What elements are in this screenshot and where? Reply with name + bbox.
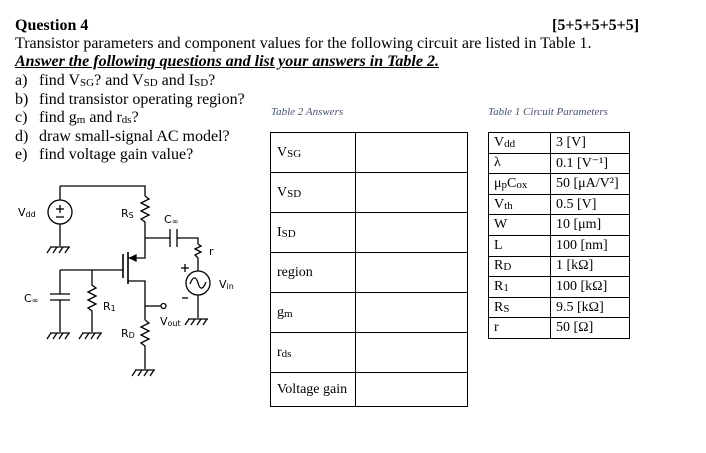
table-row (489, 153, 630, 174)
question-label: e) (15, 146, 28, 164)
pmos-transistor-icon (123, 252, 145, 320)
circuit-schematic (0, 170, 250, 380)
table-row (271, 133, 468, 173)
param-name: λ (489, 153, 551, 174)
question-text: find $V_{SG}$? and $V_{SD}$ and $I_{SD}$? (39, 72, 216, 89)
row-label: $I_{SD}$ (271, 213, 356, 253)
question-label: a) (15, 72, 28, 89)
vdd-label: Vdd (18, 206, 36, 219)
row-label: region (271, 253, 356, 293)
question-label: b) (15, 90, 29, 108)
table-row (489, 194, 630, 215)
param-name: r (489, 318, 551, 339)
table-row (271, 293, 468, 333)
param-value: 3 [V] (551, 133, 630, 154)
ground-icon (185, 319, 208, 325)
coupling-capacitor-icon (170, 229, 177, 247)
param-name: L (489, 235, 551, 256)
table-row (489, 235, 630, 256)
ground-icon (79, 333, 102, 339)
row-label: $r_{ds}$ (271, 333, 356, 373)
rs-resistor-icon (130, 196, 149, 258)
param-value: 1 [kΩ] (551, 256, 630, 277)
row-label: $g_m$ (271, 293, 356, 333)
answer-cell[interactable] (356, 293, 468, 333)
param-value: 50 [Ω] (551, 318, 630, 339)
table-row (271, 253, 468, 293)
table-row (489, 297, 630, 318)
question-text: draw small-signal AC model? (39, 127, 230, 145)
answers-table (270, 132, 468, 407)
answer-cell[interactable] (356, 133, 468, 173)
question-list (15, 72, 245, 165)
param-name: $R_D$ (489, 256, 551, 277)
param-value: 100 [nm] (551, 235, 630, 256)
question-text: find $g_m$ and $r_{ds}$? (39, 109, 139, 127)
vin-label: Vin (219, 278, 234, 291)
vout-label: Vout (160, 315, 181, 328)
c-top-label: C∞ (164, 213, 179, 226)
table-row (489, 133, 630, 154)
answer-cell[interactable] (356, 173, 468, 213)
row-label: $V_{SD}$ (271, 173, 356, 213)
c-left-label: C∞ (24, 292, 39, 305)
param-name: $R_1$ (489, 277, 551, 298)
r1-resistor-icon (88, 270, 96, 332)
ground-icon (47, 247, 70, 253)
question-title: Question 4 (15, 17, 89, 34)
table-row (271, 333, 468, 373)
question-intro: Transistor parameters and component values for the following circuit are listed in Table 1. (15, 35, 592, 52)
parameters-table (488, 132, 630, 339)
table-row (489, 277, 630, 298)
rd-resistor-icon (141, 320, 149, 369)
param-value: 50 [μA/V²] (551, 174, 630, 195)
question-instruction: Answer the following questions and list your answers in Table 2. (15, 53, 439, 70)
bypass-capacitor-icon (50, 270, 70, 332)
table1-caption: Table 1 Circuit Parameters (488, 106, 608, 118)
param-name: W (489, 215, 551, 236)
table-row (489, 174, 630, 195)
table-row (271, 173, 468, 213)
source-arrow-icon (130, 255, 136, 261)
table-row (271, 213, 468, 253)
vdd-source-icon (48, 186, 72, 246)
question-a (15, 72, 245, 91)
question-c (15, 109, 245, 128)
rs-label: RS (121, 207, 134, 220)
vout-terminal-icon (161, 304, 166, 309)
r-label: r (209, 245, 214, 258)
row-label: $V_{SG}$ (271, 133, 356, 173)
r-resistor-icon (195, 244, 201, 271)
answer-cell[interactable] (356, 253, 468, 293)
table-row (489, 256, 630, 277)
question-e (15, 146, 245, 165)
table2-caption: Table 2 Answers (271, 106, 344, 118)
ac-source-icon (181, 264, 210, 318)
ground-icon (47, 333, 70, 339)
rd-label: RD (121, 327, 135, 340)
param-value: 0.1 [V⁻¹] (551, 153, 630, 174)
question-text: find voltage gain value? (39, 146, 194, 164)
table-row (271, 373, 468, 407)
question-label: c) (15, 109, 28, 127)
param-value: 10 [μm] (551, 215, 630, 236)
answer-cell[interactable] (356, 373, 468, 407)
answer-cell[interactable] (356, 213, 468, 253)
param-name: $V_{dd}$ (489, 133, 551, 154)
ground-icon (132, 370, 155, 376)
param-value: 9.5 [kΩ] (551, 297, 630, 318)
param-value: 100 [kΩ] (551, 277, 630, 298)
question-d (15, 128, 245, 147)
param-value: 0.5 [V] (551, 194, 630, 215)
param-name: $\mu_pC_{ox}$ (489, 174, 551, 195)
question-text: find transistor operating region? (39, 90, 245, 108)
r1-label: R1 (103, 300, 116, 313)
marks-breakdown: [5+5+5+5+5] (552, 17, 640, 34)
row-label: Voltage gain (271, 373, 356, 407)
table-row (489, 318, 630, 339)
param-name: $R_S$ (489, 297, 551, 318)
table-row (489, 215, 630, 236)
param-name: $V_{th}$ (489, 194, 551, 215)
question-label: d) (15, 127, 29, 145)
question-b (15, 91, 245, 110)
answer-cell[interactable] (356, 333, 468, 373)
